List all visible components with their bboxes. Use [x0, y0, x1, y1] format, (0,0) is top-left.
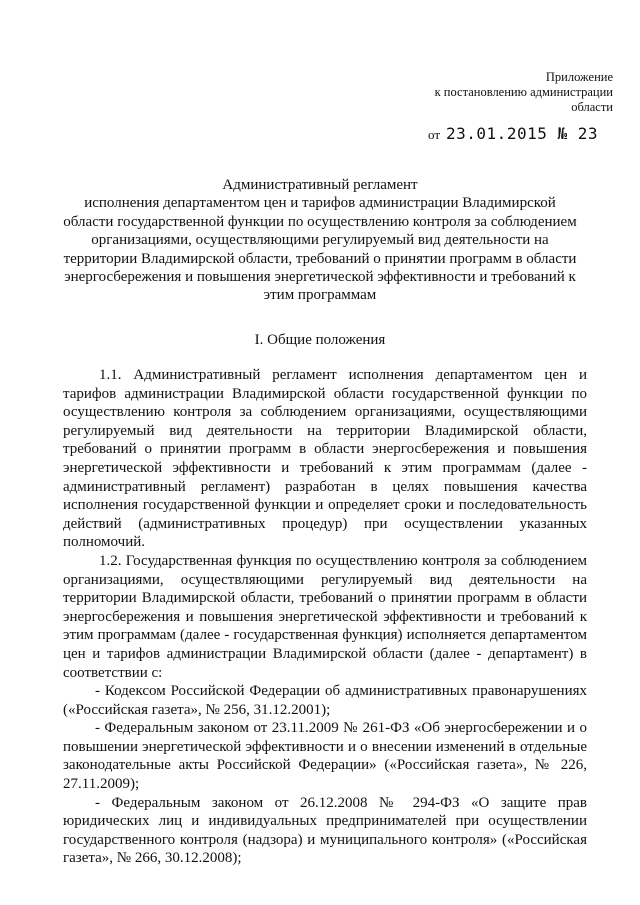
appendix-line-2: к постановлению администрации — [434, 85, 613, 99]
paragraph-1-2: 1.2. Государственная функция по осуществлению контроля за соблюдением организациями, осуществляющими регулируемый вид деятельности на территории Владимирской области, требований о принятии программ в области энергосбережения и повышения энергетической эффективности и требований к этим программам (далее - государственная функция) исполняется департаментом цен и тарифов администрации Владимирской области (далее - департамент) в соответствии с: — [63, 552, 587, 681]
paragraph-1-1: 1.1. Административный регламент исполнения департаментом цен и тарифов администрации Владимирской области государственной функции по осуществлению контроля за соблюдением организациями, осуществляющими регулируемый вид деятельности на территории Владимирской области, требований о принятии программ в области энергосбережения и повышения энергетической эффективности и требований к этим программам (далее - административный регламент) разработан в целях повышения качества исполнения государственной функции и определяет сроки и последовательность действий (административных процедур) при осуществлении указанных полномочий. — [63, 367, 587, 551]
section-heading: I. Общие положения — [254, 332, 386, 348]
appendix-block — [435, 70, 613, 115]
resolution-date-stamp — [428, 124, 598, 144]
list-item: - Федеральным законом от 26.12.2008 № 294-ФЗ «О защите прав юридических лиц и индивидуальных предпринимателей при осуществлении государственного контроля (надзора) и муниципального контроля» («Российская газета», № 266, 30.12.2008); — [63, 794, 587, 867]
title-line-2: исполнения департаментом цен и тарифов администрации Владимирской области государственной функции по осуществлению контроля за соблюдением организациями, осуществляющими регулируемый вид деятельности на территории Владимирской области, требований о принятии программ в области энергосбережения и повышения энергетической эффективности и требований к этим программам — [63, 195, 577, 304]
title-line-1: Административный регламент — [222, 177, 418, 193]
document-body — [63, 366, 587, 868]
date-prefix: от — [428, 127, 441, 142]
document-title — [60, 176, 580, 305]
list-item: - Кодексом Российской Федерации об административных правонарушениях («Российская газета», № 256, 31.12.2001); — [63, 683, 587, 718]
list-item: - Федеральным законом от 23.11.2009 № 261-ФЗ «Об энергосбережении и о повышении энергетической эффективности и о внесении изменений в отдельные законодательные акты Российской Федерации» («Российская газета», № 226, 27.11.2009); — [63, 720, 587, 793]
appendix-line-3: области — [571, 100, 613, 114]
appendix-line-1: Приложение — [545, 70, 613, 84]
date-value: 23.01.2015 № 23 — [446, 124, 599, 143]
